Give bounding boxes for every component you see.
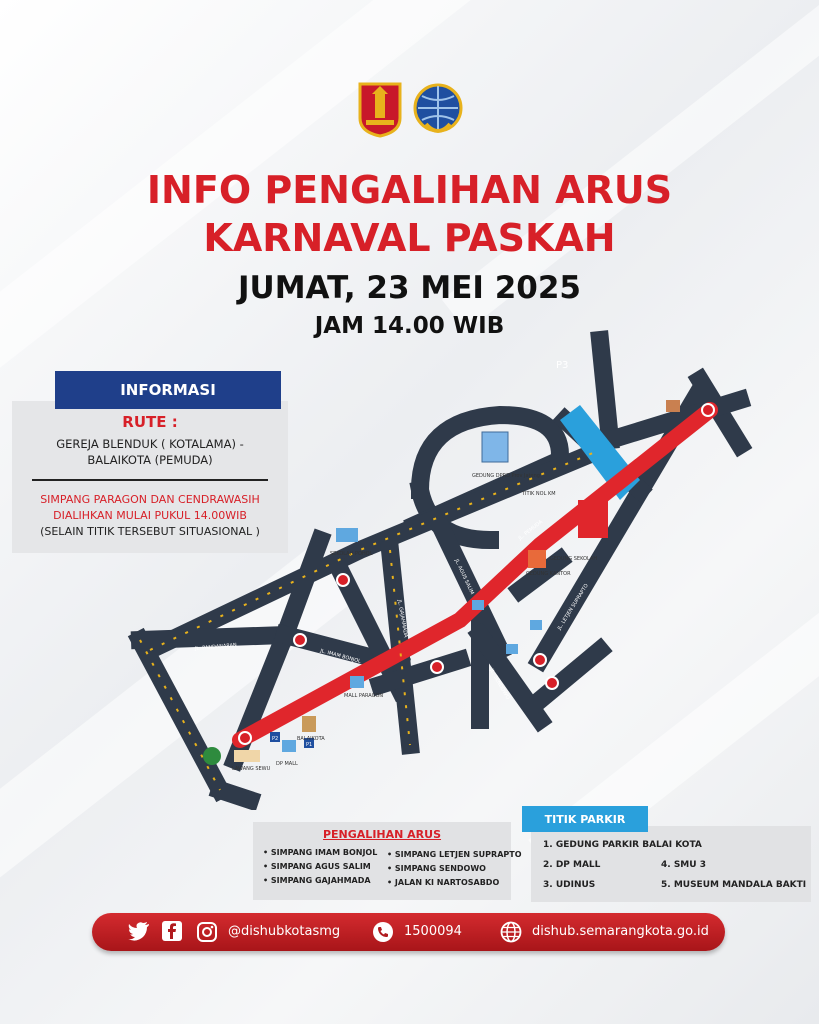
closure-sign — [294, 634, 306, 646]
event-date: JUMAT, 23 MEI 2025 — [238, 270, 581, 306]
street-imam-bonjol: JL. IMAM BONJOL — [319, 648, 362, 665]
dishub-logo — [412, 82, 464, 138]
social-handle[interactable]: @dishubkotasmg — [228, 924, 341, 939]
shop-icon — [528, 550, 546, 568]
church-icon — [666, 400, 680, 412]
road — [600, 340, 610, 440]
street-agus-salim: JL. AGUS SALIM — [453, 558, 475, 596]
note-line-2: DIALIHKAN MULAI PUKUL 14.00WIB — [53, 509, 247, 522]
divider — [32, 479, 268, 481]
label-gedung-dprd: GEDUNG DPRD Prov Jateng — [472, 473, 540, 479]
closure-sign — [337, 574, 349, 586]
rute-line-2: BALAIKOTA (PEMUDA) — [87, 453, 213, 467]
title-line-2: KARNAVAL PASKAH — [203, 216, 616, 260]
street-pemuda: JL. PEMUDA — [517, 519, 544, 542]
label-balaikota: BALAIKOTA — [297, 736, 325, 742]
phone-icon — [372, 921, 394, 943]
label-mall-paragon: MALL PARAGON — [344, 693, 384, 699]
closure-sign — [534, 654, 546, 666]
twitter-icon[interactable] — [128, 921, 150, 941]
street-gajahmada: JL. GAJAHMADA — [396, 599, 409, 638]
parkir-item: 3. UDINUS — [543, 880, 596, 890]
parkir-item: 2. DP MALL — [543, 860, 601, 870]
mall-paragon-icon — [350, 676, 364, 688]
event-time: JAM 14.00 WIB — [314, 313, 505, 339]
title-line-1: INFO PENGALIHAN ARUS — [146, 168, 673, 212]
school-icon — [336, 528, 358, 542]
label-lawang-sewu: LAWANG SEWU — [232, 766, 271, 772]
closure-sign — [431, 661, 443, 673]
label-gedung-kantor: GEDUNG KANTOR — [526, 571, 571, 577]
building-icon — [506, 644, 518, 654]
website-link[interactable]: dishub.semarangkota.go.id — [532, 924, 709, 939]
label-p2: P2 — [272, 736, 279, 742]
contact-footer — [92, 913, 725, 951]
lawang-sewu-icon — [234, 750, 260, 762]
road — [140, 635, 285, 640]
label-p1: P1 — [306, 742, 313, 748]
facebook-icon[interactable] — [162, 921, 182, 941]
instagram-icon[interactable] — [196, 921, 218, 943]
label-sekolah: SEKOLAH POHOL — [330, 551, 373, 557]
parkir-heading: TITIK PARKIR — [522, 806, 648, 832]
building-icon — [530, 620, 542, 630]
street-pandanaran: JL. PANDANARAN — [194, 642, 238, 652]
informasi-box — [12, 401, 288, 553]
pengalihan-item: • SIMPANG LETJEN SUPRAPTO — [387, 850, 522, 859]
rute-line-1: GEREJA BLENDUK ( KOTALAMA) - — [56, 437, 244, 451]
logos — [358, 82, 464, 138]
pengalihan-heading: PENGALIHAN ARUS — [322, 828, 442, 841]
pengalihan-item: • JALAN KI NARTOSABDO — [387, 878, 500, 887]
tugu-muda-icon — [203, 747, 221, 765]
pengalihan-item: • SIMPANG GAJAHMADA — [263, 876, 371, 885]
parkir-item: 1. GEDUNG PARKIR BALAI KOTA — [543, 840, 702, 850]
parkir-item: 4. SMU 3 — [661, 860, 706, 870]
city-emblem-logo — [358, 82, 402, 138]
label-gedung-sekolah: GEDUNG SEKOLAH — [550, 556, 598, 562]
parkir-panel — [531, 826, 811, 902]
balaikota-icon — [302, 716, 316, 732]
street-sendowo: JL. SENDOWO — [488, 668, 511, 701]
road — [220, 790, 250, 800]
note-line-1: SIMPANG PARAGON DAN CENDRAWASIH — [40, 493, 260, 506]
pengalihan-item: • SIMPANG SENDOWO — [387, 864, 486, 873]
office-building-icon — [578, 500, 608, 538]
informasi-heading: INFORMASI — [55, 371, 281, 409]
rute-label: RUTE : — [122, 413, 178, 431]
pengalihan-panel — [253, 822, 522, 900]
closure-sign — [546, 677, 558, 689]
pengalihan-item: • SIMPANG IMAM BONJOL — [263, 848, 378, 857]
label-titik-nol: TITIK NOL KM — [522, 491, 556, 497]
phone-number[interactable]: 1500094 — [404, 924, 462, 939]
dprd-building-icon — [482, 432, 508, 462]
label-dp-mall: DP MALL — [276, 761, 298, 767]
building-icon — [472, 600, 484, 610]
globe-icon — [500, 921, 522, 943]
parkir-item: 5. MUSEUM MANDALA BAKTI — [661, 880, 807, 890]
note-line-3: (SELAIN TITIK TERSEBUT SITUASIONAL ) — [40, 525, 260, 538]
closure-sign — [702, 404, 714, 416]
closure-sign — [239, 732, 251, 744]
pengalihan-item: • SIMPANG AGUS SALIM — [263, 862, 371, 871]
dp-mall-icon — [282, 740, 296, 752]
street-letjen: JL. LETJEN SUPRAPTO — [556, 582, 590, 632]
label-p3: P3 — [556, 360, 569, 371]
